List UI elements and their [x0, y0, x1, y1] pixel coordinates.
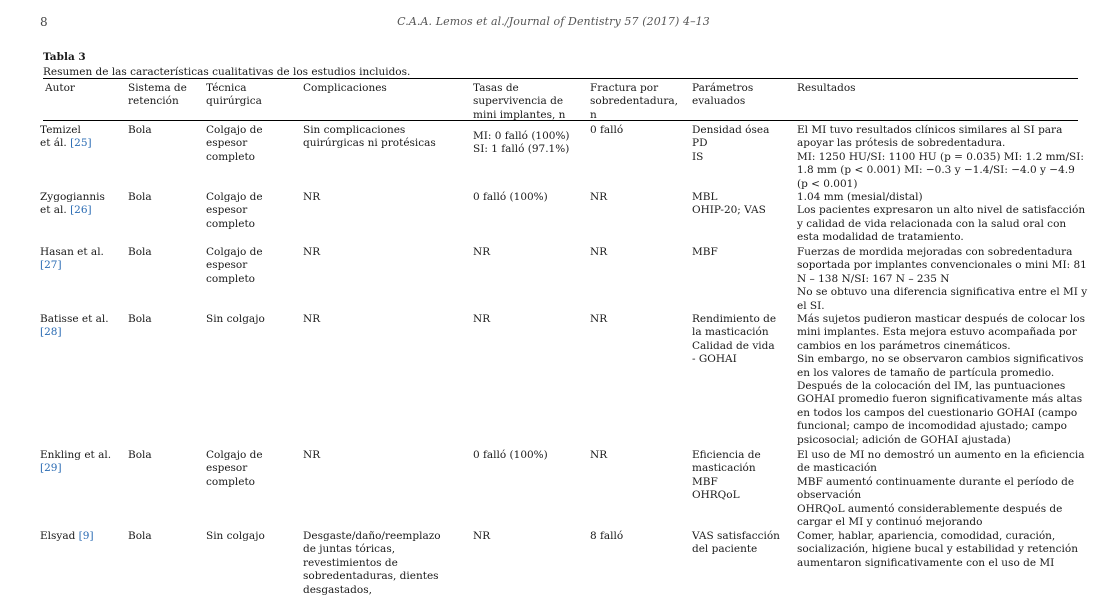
cell-complications: NR: [303, 449, 321, 461]
column-header-survival: Tasas de supervivencia de mini implantes, n: [473, 82, 566, 121]
cell-complications: NR: [303, 246, 321, 258]
page-number: 8: [40, 15, 48, 29]
cell-retention: Bola: [128, 313, 152, 325]
cell-survival: NR: [473, 313, 491, 325]
cell-author: [40, 124, 92, 151]
cell-results: Fuerzas de mordida mejoradas con sobredentadura soportada por implantes convencionales o mini MI: 81 N – 138 N/SI: 167 N – 235 N No se obtuvo una diferencia significativa entre el MI y el SI.: [797, 246, 1088, 312]
cell-author: [40, 530, 94, 543]
cell-results: El MI tuvo resultados clínicos similares al SI para apoyar las prótesis de sobredentadura. MI: 1250 HU/SI: 1100 HU (p = 0.035) MI: 1.2 mm/SI: 1.8 mm (p < 0.001) MI: −0.3 y −1.4/SI: −4.0 y −4.9 (p < 0.001): [797, 124, 1084, 190]
citation-link[interactable]: [27]: [40, 259, 62, 272]
cell-parameters: Densidad ósea PD IS: [692, 124, 770, 163]
table-title: Tabla 3: [43, 51, 86, 63]
cell-technique: Colgajo de espesor completo: [206, 191, 263, 230]
cell-results: Más sujetos pudieron masticar después de colocar los mini implantes. Esta mejora estuvo acompañada por cambios en los parámetros cinemáticos. Sin embargo, no se observaron cambios significativos en los valores de tamaño de partícula promedio. Después de la colocación del IM, las puntuaciones GOHAI promedio fueron significativamente más altas en todos los campos del cuestionario GOHAI (campo funcional; campo de incomodidad ajustado; campo psicosocial; adición de GOHAI ajustada): [797, 313, 1085, 446]
cell-parameters: MBL OHIP-20; VAS: [692, 191, 766, 217]
cell-retention: Bola: [128, 191, 152, 203]
cell-parameters: Eficiencia de masticación MBF OHRQoL: [692, 449, 761, 502]
column-header-technique: Técnica quirúrgica: [206, 82, 262, 108]
author-name: Enkling et al.: [40, 449, 112, 461]
citation-link[interactable]: [9]: [78, 530, 94, 542]
citation-link[interactable]: [29]: [40, 462, 62, 475]
column-header-author: Autor: [45, 82, 75, 94]
cell-complications: Desgaste/daño/reemplazo de juntas tóricas, revestimientos de sobredentaduras, dientes desgastados,: [303, 530, 441, 596]
cell-complications: NR: [303, 313, 321, 325]
cell-results: El uso de MI no demostró un aumento en la eficiencia de masticación MBF aumentó continuamente durante el período de observación OHRQoL aumentó considerablemente después de cargar el MI y continuó mejorando: [797, 449, 1085, 529]
cell-parameters: Rendimiento de la masticación Calidad de vida - GOHAI: [692, 313, 777, 366]
cell-fracture: NR: [590, 313, 608, 325]
citation-link[interactable]: [26]: [70, 204, 92, 217]
running-head: C.A.A. Lemos et al./Journal of Dentistry 57 (2017) 4–13: [397, 15, 710, 28]
citation-link[interactable]: [28]: [40, 326, 62, 339]
cell-technique: Colgajo de espesor completo: [206, 124, 263, 163]
cell-author: [40, 246, 104, 273]
cell-author: [40, 191, 105, 218]
cell-fracture: NR: [590, 191, 608, 203]
cell-retention: Bola: [128, 449, 152, 461]
cell-survival: 0 falló (100%): [473, 449, 548, 461]
column-header-retention: Sistema de retención: [128, 82, 187, 108]
author-name: Hasan et al.: [40, 246, 104, 258]
cell-retention: Bola: [128, 124, 152, 136]
cell-technique: Sin colgajo: [206, 313, 265, 325]
cell-technique: Sin colgajo: [206, 530, 265, 542]
cell-technique: Colgajo de espesor completo: [206, 246, 263, 285]
cell-survival: NR: [473, 246, 491, 258]
cell-author: [40, 449, 111, 476]
author-name: Zygogiannis et al.: [40, 191, 105, 217]
cell-survival: 0 falló (100%): [473, 191, 548, 203]
cell-fracture: NR: [590, 246, 608, 258]
author-name: Batisse et al.: [40, 313, 109, 325]
table-caption: Resumen de las características cualitativas de los estudios incluidos.: [43, 66, 411, 78]
cell-complications: Sin complicaciones quirúrgicas ni protésicas: [303, 124, 436, 150]
column-header-fracture: Fractura por sobredentadura, n: [590, 82, 678, 121]
citation-link[interactable]: [25]: [70, 137, 92, 150]
cell-fracture: 0 falló: [590, 124, 624, 136]
column-header-results: Resultados: [797, 82, 856, 94]
author-name: Elsyad: [40, 530, 76, 542]
cell-complications: NR: [303, 191, 321, 203]
column-header-parameters: Parámetros evaluados: [692, 82, 754, 108]
author-name: Temizel et ál.: [40, 124, 81, 150]
table-top-rule: [43, 78, 1078, 79]
cell-survival: NR: [473, 530, 491, 542]
cell-fracture: 8 falló: [590, 530, 624, 542]
column-header-complications: Complicaciones: [303, 82, 387, 94]
cell-author: [40, 313, 109, 340]
cell-technique: Colgajo de espesor completo: [206, 449, 263, 488]
cell-survival: MI: 0 falló (100%) SI: 1 falló (97.1%): [473, 130, 570, 156]
cell-retention: Bola: [128, 530, 152, 542]
cell-results: Comer, hablar, apariencia, comodidad, curación, socialización, higiene bucal y estabilidad y retención aumentaron significativamente con el uso de MI: [797, 530, 1078, 569]
cell-fracture: NR: [590, 449, 608, 461]
cell-results: 1.04 mm (mesial/distal) Los pacientes expresaron un alto nivel de satisfacción y calidad de vida relacionada con la salud oral con esta modalidad de tratamiento.: [797, 191, 1086, 244]
cell-parameters: MBF: [692, 246, 718, 258]
cell-retention: Bola: [128, 246, 152, 258]
cell-parameters: VAS satisfacción del paciente: [692, 530, 780, 556]
